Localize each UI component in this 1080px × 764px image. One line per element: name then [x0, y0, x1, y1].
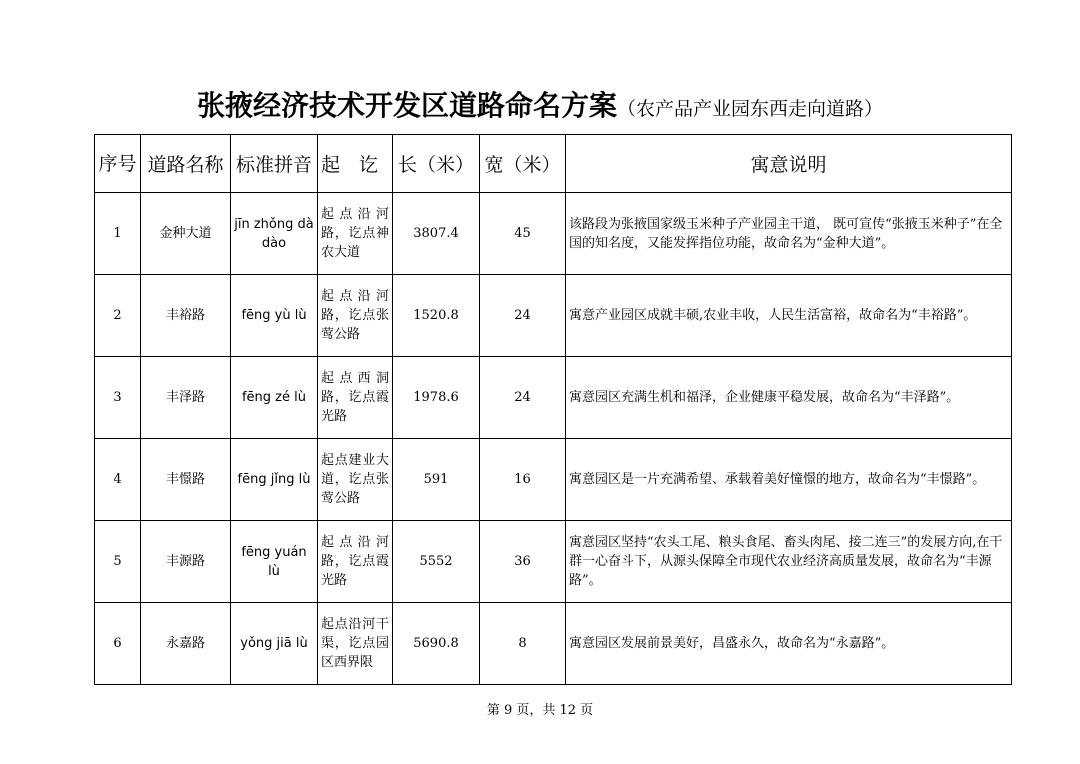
table-row	[95, 603, 1012, 685]
table-header-row	[95, 135, 1012, 193]
cell-road-name: 永嘉路	[141, 603, 231, 685]
cell-meaning: 寓意园区充满生机和福泽，企业健康平稳发展，故命名为“丰泽路”。	[566, 357, 1012, 439]
cell-seq: 3	[95, 357, 141, 439]
cell-width: 16	[480, 439, 566, 521]
cell-width: 24	[480, 275, 566, 357]
cell-road-name: 丰憬路	[141, 439, 231, 521]
cell-length: 5690.8	[393, 603, 480, 685]
header-pinyin: 标准拼音	[231, 135, 318, 193]
cell-road-name: 丰源路	[141, 521, 231, 603]
cell-meaning: 寓意产业园区成就丰硕,农业丰收，人民生活富裕，故命名为“丰裕路”。	[566, 275, 1012, 357]
title-main: 张掖经济技术开发区道路命名方案	[196, 89, 617, 122]
cell-seq: 2	[95, 275, 141, 357]
table-row	[95, 275, 1012, 357]
cell-pinyin: fēng jǐng lù	[231, 439, 318, 521]
cell-seq: 6	[95, 603, 141, 685]
title-subtitle: （农产品产业园东西走向道路）	[617, 98, 884, 120]
cell-length: 5552	[393, 521, 480, 603]
cell-meaning: 该路段为张掖国家级玉米种子产业园主干道， 既可宣传“张掖玉米种子”在全国的知名度，又能发挥指位功能，故命名为“金种大道”。	[566, 193, 1012, 275]
cell-seq: 5	[95, 521, 141, 603]
cell-range: 起点沿河路，讫点张莺公路	[318, 275, 393, 357]
cell-meaning: 寓意园区发展前景美好，昌盛永久，故命名为“永嘉路”。	[566, 603, 1012, 685]
cell-length: 1520.8	[393, 275, 480, 357]
cell-pinyin: fēng yù lù	[231, 275, 318, 357]
header-meaning: 寓意说明	[566, 135, 1012, 193]
table-row	[95, 193, 1012, 275]
cell-pinyin: jīn zhǒng dà dào	[231, 193, 318, 275]
road-naming-table	[94, 134, 1012, 685]
cell-range: 起点建业大道，讫点张莺公路	[318, 439, 393, 521]
header-range: 起 讫	[318, 135, 393, 193]
header-width: 宽（米）	[480, 135, 566, 193]
cell-width: 24	[480, 357, 566, 439]
cell-pinyin: fēng zé lù	[231, 357, 318, 439]
cell-seq: 4	[95, 439, 141, 521]
cell-length: 1978.6	[393, 357, 480, 439]
cell-width: 8	[480, 603, 566, 685]
cell-range: 起点沿河干渠，讫点园区西界限	[318, 603, 393, 685]
cell-range: 起点沿河路，讫点神农大道	[318, 193, 393, 275]
cell-road-name: 丰裕路	[141, 275, 231, 357]
cell-pinyin: fēng yuán lù	[231, 521, 318, 603]
cell-width: 45	[480, 193, 566, 275]
cell-meaning: 寓意园区是一片充满希望、承载着美好憧憬的地方，故命名为“丰憬路”。	[566, 439, 1012, 521]
header-road-name: 道路名称	[141, 135, 231, 193]
cell-seq: 1	[95, 193, 141, 275]
cell-width: 36	[480, 521, 566, 603]
cell-range: 起点沿河路，讫点霞光路	[318, 521, 393, 603]
table-row	[95, 357, 1012, 439]
table-row	[95, 521, 1012, 603]
cell-length: 3807.4	[393, 193, 480, 275]
cell-meaning: 寓意园区坚持“农头工尾、粮头食尾、畜头肉尾、接二连三”的发展方向,在干群一心奋斗下，从源头保障全市现代农业经济高质量发展，故命名为“丰源路”。	[566, 521, 1012, 603]
cell-road-name: 金种大道	[141, 193, 231, 275]
cell-length: 591	[393, 439, 480, 521]
header-length: 长（米）	[393, 135, 480, 193]
page-footer: 第 9 页，共 12 页	[486, 703, 594, 718]
header-seq: 序号	[95, 135, 141, 193]
cell-road-name: 丰泽路	[141, 357, 231, 439]
cell-range: 起点西洞路，讫点霞光路	[318, 357, 393, 439]
cell-pinyin: yǒng jiā lù	[231, 603, 318, 685]
document-title	[0, 84, 1080, 124]
table-row	[95, 439, 1012, 521]
